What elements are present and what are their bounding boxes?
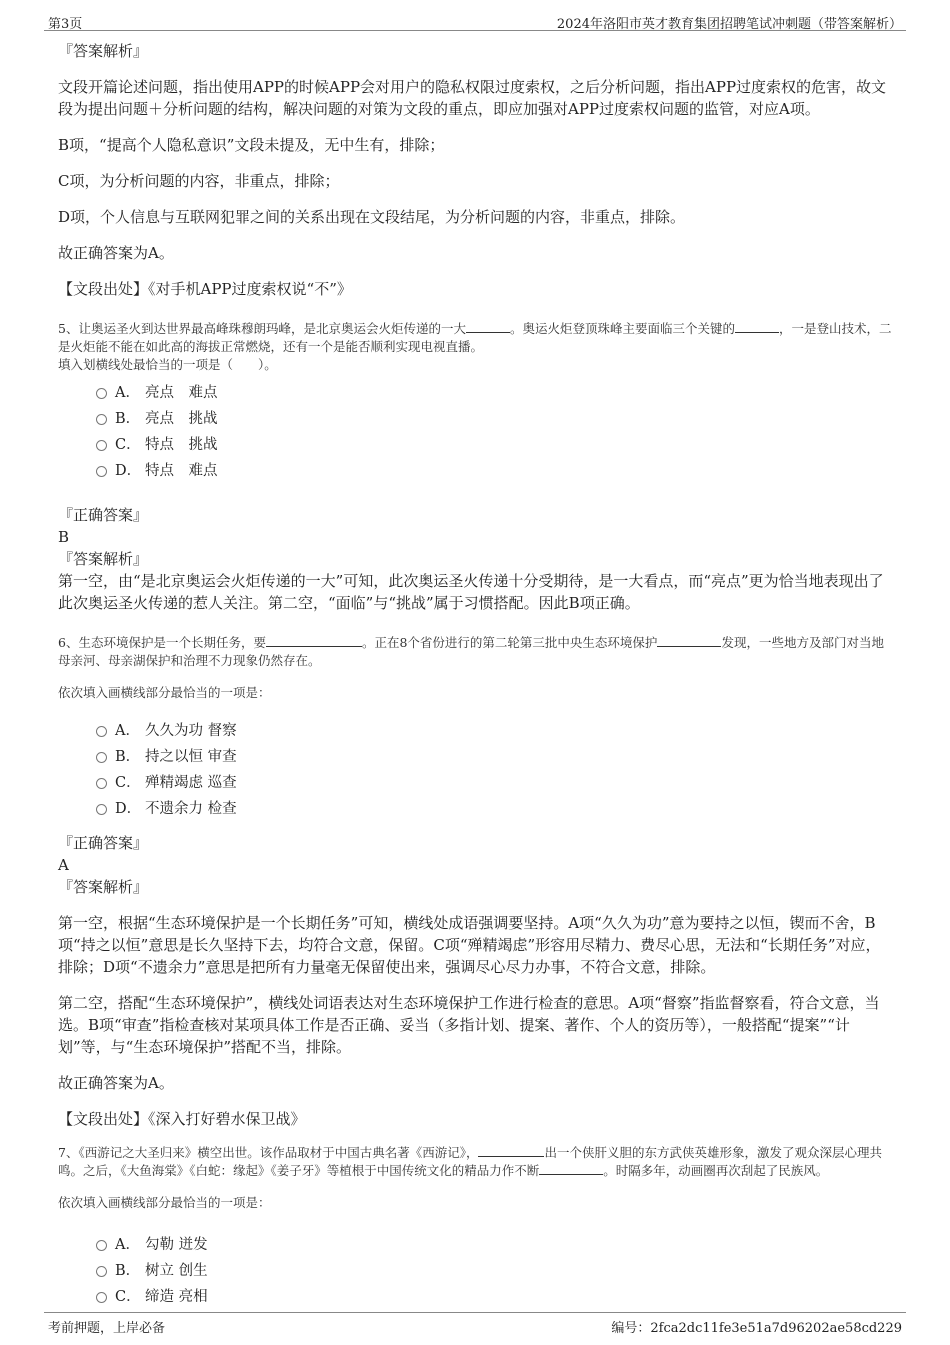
- option-b[interactable]: B． 持之以恒 审查: [96, 744, 892, 770]
- radio-icon[interactable]: [96, 778, 107, 789]
- page-footer: [44, 1312, 906, 1335]
- question-6-options: [96, 718, 892, 822]
- radio-icon[interactable]: [96, 1292, 107, 1303]
- analysis-paragraph: 文段开篇论述问题，指出使用APP的时候APP会对用户的隐私权限过度索权，之后分析问题，指出APP过度索权的危害，故文段为提出问题＋分析问题的结构，解决问题的对策为文段的重点，即应加强对APP过度索权问题的监管，对应A项。: [58, 78, 887, 118]
- answer-heading: 『正确答案』: [58, 506, 149, 524]
- option-d[interactable]: D． 特点 难点: [96, 458, 892, 484]
- answer-value: A: [58, 856, 69, 874]
- document-id: 编号：2fca2dc11fe3e51a7d96202ae58cd229: [611, 1321, 902, 1336]
- document-title: 2024年洛阳市英才教育集团招聘笔试冲刺题（带答案解析）: [556, 17, 902, 32]
- radio-icon[interactable]: [96, 388, 107, 399]
- radio-icon[interactable]: [96, 466, 107, 477]
- page-header: [44, 10, 906, 31]
- radio-icon[interactable]: [96, 440, 107, 451]
- radio-icon[interactable]: [96, 1240, 107, 1251]
- page-content: [58, 40, 892, 1310]
- source-note: 【文段出处】《深入打好碧水保卫战》: [58, 1110, 306, 1128]
- radio-icon[interactable]: [96, 804, 107, 815]
- analysis-paragraph: B项，“提高个人隐私意识”文段未提及，无中生有，排除；: [58, 136, 445, 154]
- footer-slogan: 考前押题，上岸必备: [48, 1321, 166, 1336]
- question-6-stem: 6、生态环境保护是一个长期任务，要 。正在8个省份进行的第二轮第三批中央生态环境保护 发现，一些地方及部门对当地母亲河、母亲湖保护和治理不力现象仍然存在。: [58, 635, 884, 668]
- question-6-prompt: 依次填入画横线部分最恰当的一项是：: [58, 685, 271, 700]
- question-5-prompt: 填入划横线处最恰当的一项是（ ）。: [58, 357, 277, 372]
- question-7-stem: 7、《西游记之大圣归来》横空出世。该作品取材于中国古典名著《西游记》， 出一个侠肝义胆的东方武侠英雄形象，激发了观众深层心理共鸣。之后，《大鱼海棠》《白蛇：缘起》《姜子牙》等植根于中国传统文化的精品力作不断 。时隔多年，动画圈再次刮起了民族风。: [58, 1145, 882, 1178]
- option-d[interactable]: D． 不遗余力 检查: [96, 796, 892, 822]
- answer-heading: 『正确答案』: [58, 834, 149, 852]
- option-c[interactable]: C． 特点 挑战: [96, 432, 892, 458]
- radio-icon[interactable]: [96, 1266, 107, 1277]
- option-b[interactable]: B． 亮点 挑战: [96, 406, 892, 432]
- analysis-paragraph: 第一空，由“是北京奥运会火炬传递的一大”可知，此次奥运圣火传递十分受期待，是一大看点，而“亮点”更为恰当地表现出了此次奥运圣火传递的惹人关注。第二空，“面临”与“挑战”属于习惯搭配。因此B项正确。: [58, 572, 884, 612]
- radio-icon[interactable]: [96, 752, 107, 763]
- answer-value: B: [58, 528, 70, 546]
- analysis-paragraph: 故正确答案为A。: [58, 1074, 174, 1092]
- analysis-heading: 『答案解析』: [58, 42, 149, 60]
- option-b[interactable]: B． 树立 创生: [96, 1258, 892, 1284]
- question-7-options: [96, 1232, 892, 1310]
- option-a[interactable]: A． 亮点 难点: [96, 380, 892, 406]
- analysis-paragraph: C项，为分析问题的内容，非重点，排除；: [58, 172, 340, 190]
- question-5-stem: 5、让奥运圣火到达世界最高峰珠穆朗玛峰，是北京奥运会火炬传递的一大 。奥运火炬登顶珠峰主要面临三个关键的 ，一是登山技术，二是火炬能不能在如此高的海拔正常燃烧，还有一个是能否顺利实现电视直播。: [58, 321, 892, 354]
- analysis-heading: 『答案解析』: [58, 878, 149, 896]
- analysis-paragraph: 故正确答案为A。: [58, 244, 174, 262]
- radio-icon[interactable]: [96, 726, 107, 737]
- option-c[interactable]: C． 缔造 亮相: [96, 1284, 892, 1310]
- option-a[interactable]: A． 久久为功 督察: [96, 718, 892, 744]
- option-a[interactable]: A． 勾勒 迸发: [96, 1232, 892, 1258]
- analysis-paragraph: D项，个人信息与互联网犯罪之间的关系出现在文段结尾，为分析问题的内容，非重点，排除。: [58, 208, 686, 226]
- analysis-paragraph: 第二空，搭配“生态环境保护”，横线处词语表达对生态环境保护工作进行检查的意思。A项“督察”指监督察看，符合文意，当选。B项“审查”指检查核对某项具体工作是否正确、妥当（多指计划、提案、著作、个人的资历等），一般搭配“提案”“计划”等，与“生态环境保护”搭配不当，排除。: [58, 994, 880, 1056]
- option-c[interactable]: C． 殚精竭虑 巡查: [96, 770, 892, 796]
- question-5-options: [96, 380, 892, 484]
- page-number: 第3页: [48, 17, 83, 32]
- analysis-paragraph: 第一空，根据“生态环境保护是一个长期任务”可知，横线处成语强调要坚持。A项“久久为功”意为要持之以恒，锲而不舍，B项“持之以恒”意思是长久坚持下去，均符合文意，保留。C项“殚精竭虑”形容用尽精力、费尽心思，无法和“长期任务”对应，排除；D项“不遗余力”意思是把所有力量毫无保留使出来，强调尽心尽力办事，不符合文意，排除。: [58, 914, 881, 976]
- source-note: 【文段出处】《对手机APP过度索权说“不”》: [58, 280, 352, 298]
- radio-icon[interactable]: [96, 414, 107, 425]
- analysis-heading: 『答案解析』: [58, 550, 149, 568]
- question-7-prompt: 依次填入画横线部分最恰当的一项是：: [58, 1195, 271, 1210]
